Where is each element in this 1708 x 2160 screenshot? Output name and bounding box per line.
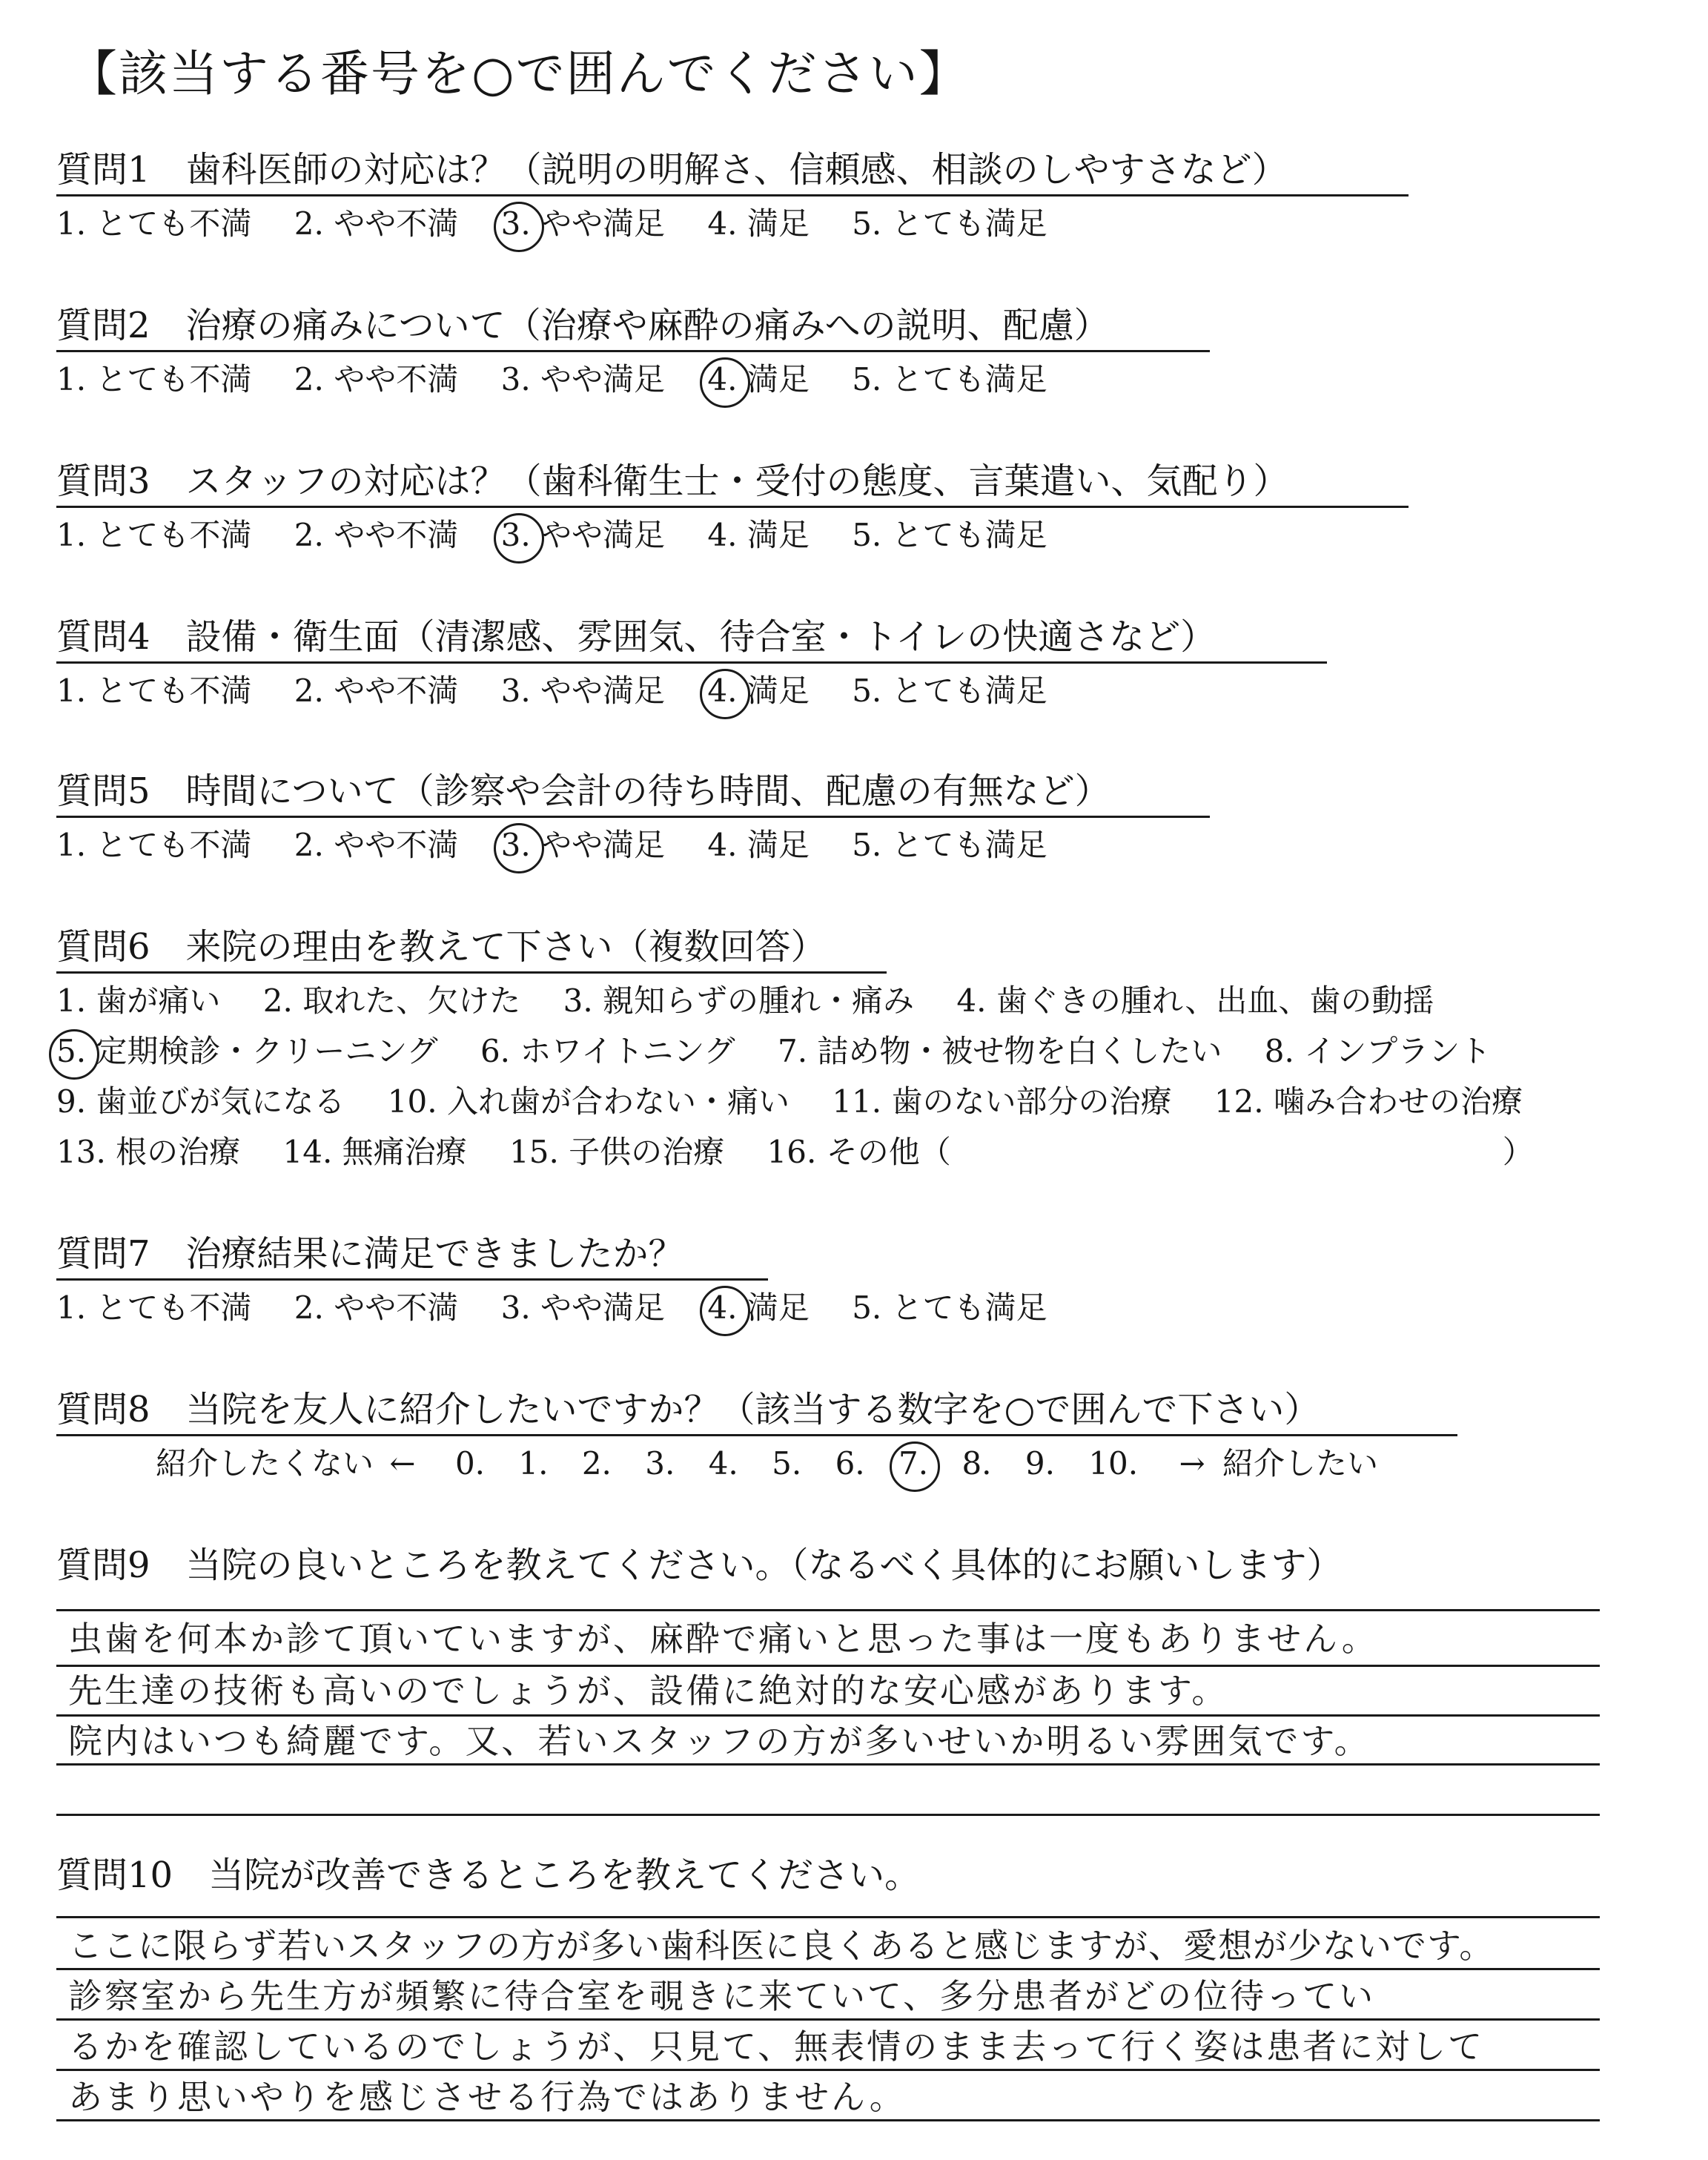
q6-title: 質問6 来院の理由を教えて下さい（複数回答） xyxy=(56,926,827,968)
q6-option-7[interactable]: 7. 詰め物・被せ物を白くしたい xyxy=(777,1033,1222,1069)
q6-options-row-1 xyxy=(56,980,1466,1022)
q10-title: 質問10 当院が改善できるところを教えてください。 xyxy=(56,1855,921,1896)
q4-option-5[interactable]: 5. とても満足 xyxy=(852,673,1047,709)
q8-underline xyxy=(56,1434,1457,1436)
q9-answer-line-4 xyxy=(56,1763,1600,1766)
q6-options-row-4 xyxy=(56,1132,1534,1173)
q4-underline xyxy=(56,661,1327,664)
q8-right-label: 紹介したい xyxy=(1222,1445,1379,1482)
q1-option-1[interactable]: 1. とても不満 xyxy=(56,205,252,242)
q9-answer-line-5 xyxy=(56,1814,1600,1816)
q6-underline xyxy=(56,971,887,974)
q2-title: 質問2 治療の痛みについて（治療や麻酔の痛みへの説明、配慮） xyxy=(56,305,1110,346)
q7-title: 質問7 治療結果に満足できましたか？ xyxy=(56,1233,684,1275)
q8-left-label: 紹介したくない xyxy=(156,1445,374,1482)
q8-scale-0[interactable]: 0. xyxy=(454,1445,486,1482)
q4-option-1[interactable]: 1. とても不満 xyxy=(56,673,252,709)
q8-scale xyxy=(156,1443,1378,1484)
q4-options xyxy=(56,670,1080,712)
q9-answer-line-3 xyxy=(56,1714,1600,1717)
q1-option-2[interactable]: 2. やや不満 xyxy=(294,205,459,242)
q10-answer-line-2 xyxy=(56,1968,1600,1970)
q1-options xyxy=(56,203,1080,245)
q5-option-1[interactable]: 1. とても不満 xyxy=(56,827,252,863)
q1-underline xyxy=(56,194,1409,196)
q7-option-5[interactable]: 5. とても満足 xyxy=(852,1289,1047,1326)
q9-answer-text-1[interactable]: 虫歯を何本か診て頂いていますが、麻酔で痛いと思った事は一度もありません。 xyxy=(68,1619,1378,1659)
q2-option-3[interactable]: 3. やや満足 xyxy=(500,361,666,397)
q5-option-3-selected[interactable]: 3. やや満足 xyxy=(501,825,665,866)
q8-scale-10[interactable]: 10. xyxy=(1088,1445,1139,1482)
q8-scale-8[interactable]: 8. xyxy=(961,1445,992,1482)
q3-underline xyxy=(56,506,1409,508)
q6-option-6[interactable]: 6. ホワイトニング xyxy=(480,1033,735,1069)
q8-scale-5[interactable]: 5. xyxy=(772,1445,802,1482)
q6-option-10[interactable]: 10. 入れ歯が合わない・痛い xyxy=(387,1083,790,1120)
q2-options xyxy=(56,359,1080,400)
q7-option-2[interactable]: 2. やや不満 xyxy=(294,1289,459,1326)
q7-option-3[interactable]: 3. やや満足 xyxy=(500,1289,666,1326)
q10-answer-line-4 xyxy=(56,2069,1600,2071)
q10-answer-line-1 xyxy=(56,1916,1600,1918)
q10-answer-line-5 xyxy=(56,2119,1600,2121)
q5-option-2[interactable]: 2. やや不満 xyxy=(294,827,459,863)
q8-scale-9[interactable]: 9. xyxy=(1025,1445,1055,1482)
q2-underline xyxy=(56,350,1210,352)
q6-options-row-2 xyxy=(56,1031,1523,1072)
q9-answer-text-3[interactable]: 院内はいつも綺麗です。又、若いスタッフの方が多いせいか明るい雰囲気です。 xyxy=(68,1721,1371,1761)
q7-underline xyxy=(56,1278,768,1281)
q5-option-4[interactable]: 4. 満足 xyxy=(707,827,810,863)
q2-option-1[interactable]: 1. とても不満 xyxy=(56,361,252,397)
q1-title: 質問1 歯科医師の対応は？（説明の明解さ、信頼感、相談のしやすさなど） xyxy=(56,149,1288,191)
q8-scale-7-selected[interactable]: 7. xyxy=(898,1443,928,1484)
q3-option-3-selected[interactable]: 3. やや満足 xyxy=(501,515,665,556)
q2-option-4-selected[interactable]: 4. 満足 xyxy=(707,359,809,400)
q10-answer-line-3 xyxy=(56,2018,1600,2021)
q4-title: 質問4 設備・衛生面（清潔感、雰囲気、待合室・トイレの快適さなど） xyxy=(56,616,1217,658)
q9-answer-line-1 xyxy=(56,1609,1600,1611)
q2-option-2[interactable]: 2. やや不満 xyxy=(294,361,459,397)
q3-options xyxy=(56,515,1080,556)
q10-answer-text-2[interactable]: 診察室から先生方が頻繁に待合室を覗きに来ていて、多分患者がどの位待ってい xyxy=(68,1976,1376,2016)
q9-title: 質問9 当院の良いところを教えてください。（なるべく具体的にお願いします） xyxy=(56,1545,1343,1586)
q6-option-16-other[interactable]: 16. その他（ xyxy=(767,1134,951,1170)
q9-answer-line-2 xyxy=(56,1665,1600,1667)
q1-option-5[interactable]: 5. とても満足 xyxy=(852,205,1047,242)
q8-title: 質問8 当院を友人に紹介したいですか？（該当する数字を○で囲んで下さい） xyxy=(56,1389,1320,1430)
q9-answer-text-2[interactable]: 先生達の技術も高いのでしょうが、設備に絶対的な安心感があります。 xyxy=(68,1671,1228,1711)
q7-options xyxy=(56,1287,1080,1329)
q8-scale-6[interactable]: 6. xyxy=(835,1445,865,1482)
q6-option-2[interactable]: 2. 取れた、欠けた xyxy=(262,982,521,1019)
page-title: 【該当する番号を○で囲んでください】 xyxy=(68,45,970,102)
q5-option-5[interactable]: 5. とても満足 xyxy=(852,827,1047,863)
q6-option-14[interactable]: 14. 無痛治療 xyxy=(282,1134,467,1170)
q3-option-5[interactable]: 5. とても満足 xyxy=(852,517,1047,553)
q6-option-5-selected[interactable]: 5. 定期検診・クリーニング xyxy=(56,1031,438,1072)
q6-options-row-3 xyxy=(56,1081,1555,1123)
q1-option-4[interactable]: 4. 満足 xyxy=(707,205,810,242)
q8-scale-4[interactable]: 4. xyxy=(708,1445,738,1482)
q8-scale-2[interactable]: 2. xyxy=(581,1445,612,1482)
q6-option-3[interactable]: 3. 親知らずの腫れ・痛み xyxy=(563,982,915,1019)
right-arrow-icon: → xyxy=(1179,1445,1205,1482)
q7-option-4-selected[interactable]: 4. 満足 xyxy=(707,1287,809,1329)
q4-option-2[interactable]: 2. やや不満 xyxy=(294,673,459,709)
q8-scale-1[interactable]: 1. xyxy=(518,1445,549,1482)
q2-option-5[interactable]: 5. とても満足 xyxy=(852,361,1047,397)
q1-option-3-selected[interactable]: 3. やや満足 xyxy=(501,203,665,245)
q4-option-3[interactable]: 3. やや満足 xyxy=(500,673,666,709)
q6-option-1[interactable]: 1. 歯が痛い xyxy=(56,982,221,1019)
q5-options xyxy=(56,825,1080,866)
q10-answer-text-3[interactable]: るかを確認しているのでしょうが、只見て、無表情のまま去って行く姿は患者に対して xyxy=(68,2027,1485,2067)
q6-option-4[interactable]: 4. 歯ぐきの腫れ、出血、歯の動揺 xyxy=(956,982,1434,1019)
q10-answer-text-1[interactable]: ここに限らず若いスタッフの方が多い歯科医に良くあると感じますが、愛想が少ないです。 xyxy=(68,1926,1494,1966)
q3-option-1[interactable]: 1. とても不満 xyxy=(56,517,252,553)
q6-option-8[interactable]: 8. インプラント xyxy=(1264,1033,1492,1069)
q6-option-11[interactable]: 11. 歯のない部分の治療 xyxy=(832,1083,1172,1120)
q5-title: 質問5 時間について（診察や会計の待ち時間、配慮の有無など） xyxy=(56,770,1110,812)
q6-option-15[interactable]: 15. 子供の治療 xyxy=(509,1134,725,1170)
q3-option-2[interactable]: 2. やや不満 xyxy=(294,517,459,553)
q4-option-4-selected[interactable]: 4. 満足 xyxy=(707,670,809,712)
q6-option-13[interactable]: 13. 根の治療 xyxy=(56,1134,241,1170)
q5-underline xyxy=(56,816,1210,818)
q3-option-4[interactable]: 4. 満足 xyxy=(707,517,810,553)
q7-option-1[interactable]: 1. とても不満 xyxy=(56,1289,252,1326)
q8-scale-3[interactable]: 3. xyxy=(645,1445,675,1482)
q6-option-12[interactable]: 12. 噛み合わせの治療 xyxy=(1214,1083,1523,1120)
q6-other-close-paren: ） xyxy=(1502,1134,1534,1170)
q10-answer-text-4[interactable]: あまり思いやりを感じさせる行為ではありません。 xyxy=(68,2077,906,2117)
q3-title: 質問3 スタッフの対応は？（歯科衛生士・受付の態度、言葉遣い、気配り） xyxy=(56,460,1289,502)
q6-option-9[interactable]: 9. 歯並びが気になる xyxy=(56,1083,345,1120)
left-arrow-icon: ← xyxy=(389,1445,416,1482)
